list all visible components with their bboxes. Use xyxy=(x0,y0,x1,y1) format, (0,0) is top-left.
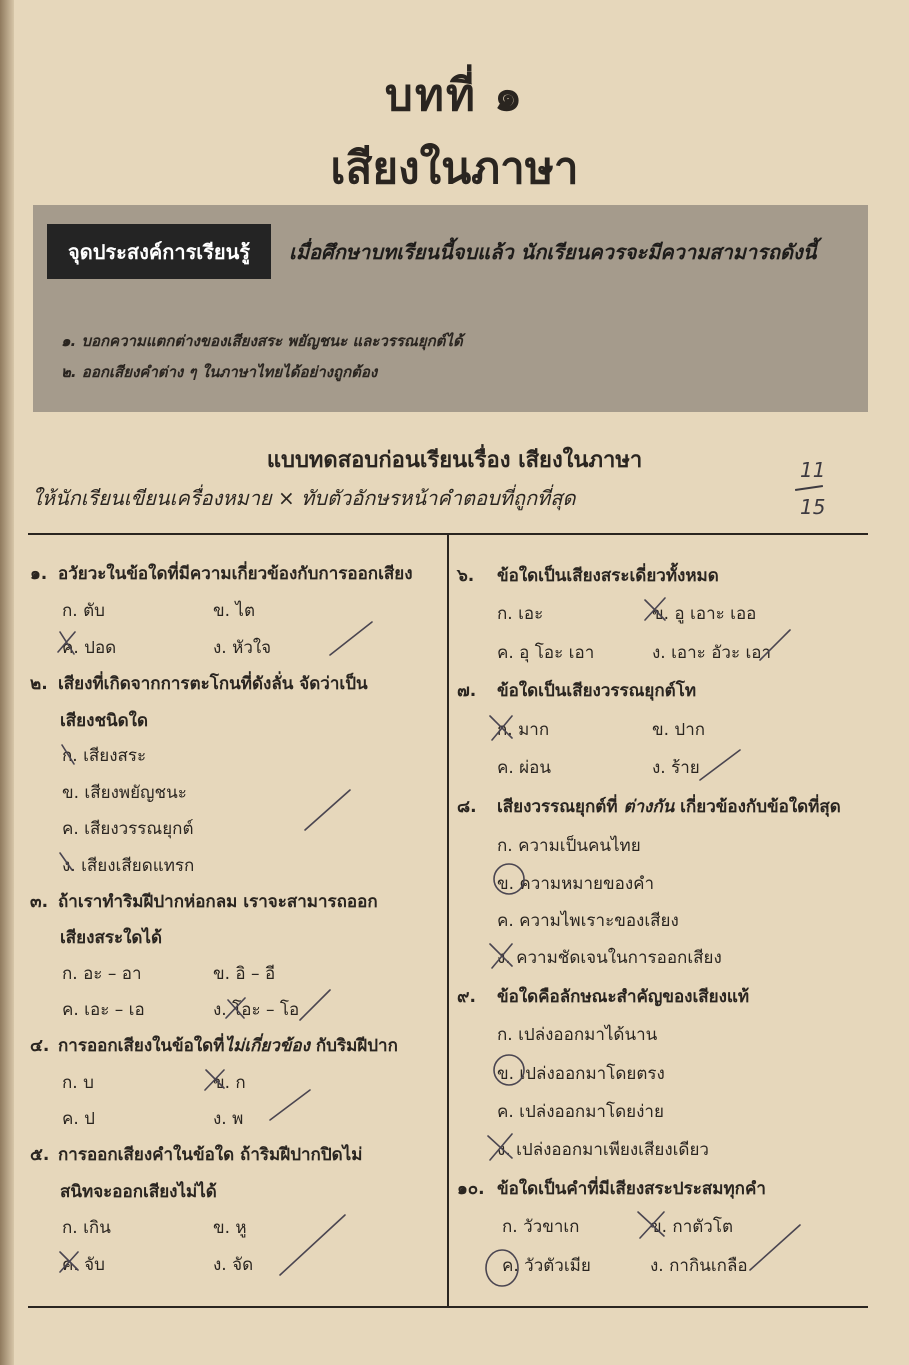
objective-item: ๒. ออกเสียงคำต่าง ๆ ในภาษาไทยได้อย่างถูกต้อง xyxy=(61,363,378,381)
option-8-b[interactable]: ข. ความหมายของคำ xyxy=(497,874,655,894)
objectives-label: จุดประสงค์การเรียนรู้ xyxy=(47,224,271,279)
option-5-a[interactable]: ก. เกิน xyxy=(62,1218,111,1238)
option-4-b[interactable]: ข. ก xyxy=(213,1073,246,1093)
question-number: ๑. xyxy=(30,564,48,584)
option-9-a[interactable]: ก. เปล่งออกมาได้นาน xyxy=(497,1025,658,1045)
option-1-a[interactable]: ก. ตับ xyxy=(62,601,105,621)
question-2 xyxy=(30,670,368,697)
option-7-a[interactable]: ก. มาก xyxy=(497,720,550,740)
chapter-subtitle: เสียงในภาษา xyxy=(330,143,579,194)
score-denominator: 15 xyxy=(800,495,826,519)
option-2-d[interactable]: ง. เสียงเสียดแทรก xyxy=(62,856,195,876)
question-text-cont: เสียงชนิดใด xyxy=(60,711,148,731)
option-3-c[interactable]: ค. เอะ – เอ xyxy=(62,1000,145,1020)
check-stroke xyxy=(300,990,330,1020)
question-number: ๒. xyxy=(30,674,48,694)
objectives-box xyxy=(33,205,868,412)
option-6-b[interactable]: ข. อู เอาะ เออ xyxy=(652,604,757,624)
option-10-d[interactable]: ง. กากินเกลือ xyxy=(650,1256,748,1276)
option-6-a[interactable]: ก. เอะ xyxy=(497,604,544,624)
option-3-d[interactable]: ง. โอะ – โอ xyxy=(213,1000,300,1020)
option-7-b[interactable]: ข. ปาก xyxy=(652,720,706,740)
check-stroke xyxy=(750,1225,800,1270)
question-text: ข้อใดเป็นคำที่มีเสียงสระประสมทุกคำ xyxy=(497,1179,766,1199)
objective-item: ๑. บอกความแตกต่างของเสียงสระ พยัญชนะ และวรรณยุกต์ได้ xyxy=(61,332,463,350)
question-number: ๓. xyxy=(30,892,49,912)
table-bottom-rule xyxy=(28,1306,868,1308)
chapter-title: บทที่ ๑ xyxy=(384,70,525,121)
question-10 xyxy=(457,1175,766,1202)
option-8-a[interactable]: ก. ความเป็นคนไทย xyxy=(497,836,641,856)
question-text: เสียงวรรณยุกต์ที่ xyxy=(497,797,624,817)
question-number: ๔. xyxy=(30,1036,50,1056)
question-text: ถ้าเราทำริมฝีปากห่อกลม เราจะสามารถออก xyxy=(58,892,378,912)
question-text-tail: กับริมฝีปาก xyxy=(309,1036,398,1056)
option-9-d[interactable]: ง. เปล่งออกมาเพียงเสียงเดียว xyxy=(497,1140,709,1160)
option-7-c[interactable]: ค. ผ่อน xyxy=(497,758,551,778)
objectives-intro: เมื่อศึกษาบทเรียนนี้จบแล้ว นักเรียนควรจะมีความสามารถดังนี้ xyxy=(289,240,817,264)
question-emphasis: ไม่เกี่ยวข้อง xyxy=(224,1036,310,1056)
question-text: ข้อใดเป็นเสียงสระเดี่ยวทั้งหมด xyxy=(497,566,719,586)
option-3-b[interactable]: ข. อิ – อี xyxy=(213,964,276,984)
question-emphasis: ต่างกัน xyxy=(623,797,675,817)
option-1-b[interactable]: ข. ไต xyxy=(213,601,256,621)
question-text: ข้อใดคือลักษณะสำคัญของเสียงแท้ xyxy=(497,987,750,1007)
option-5-c[interactable]: ค. จับ xyxy=(62,1255,105,1275)
option-6-c[interactable]: ค. อุ โอะ เอา xyxy=(497,643,595,663)
question-number: ๑๐. xyxy=(457,1179,485,1199)
option-3-a[interactable]: ก. อะ – อา xyxy=(62,964,142,984)
question-text: ข้อใดเป็นเสียงวรรณยุกต์โท xyxy=(497,681,697,701)
option-2-a[interactable]: ก. เสียงสระ xyxy=(62,746,147,766)
book-spine-shadow xyxy=(0,0,14,1365)
question-4 xyxy=(30,1032,398,1059)
question-8 xyxy=(457,793,841,820)
option-6-d[interactable]: ง. เอาะ อัวะ เอา xyxy=(652,643,772,663)
option-1-d[interactable]: ง. หัวใจ xyxy=(213,638,272,658)
option-10-b[interactable]: ข. กาตัวโต xyxy=(650,1217,734,1237)
option-8-c[interactable]: ค. ความไพเราะของเสียง xyxy=(497,911,679,931)
check-stroke xyxy=(330,622,372,655)
question-6 xyxy=(457,562,719,589)
question-5 xyxy=(30,1141,362,1168)
score-numerator: 11 xyxy=(800,458,826,482)
option-5-d[interactable]: ง. จัด xyxy=(213,1255,254,1275)
question-1 xyxy=(30,560,413,587)
check-stroke xyxy=(700,750,740,780)
option-4-a[interactable]: ก. บ xyxy=(62,1073,94,1093)
option-10-a[interactable]: ก. วัวขาเก xyxy=(502,1217,580,1237)
option-5-b[interactable]: ข. หู xyxy=(213,1218,247,1238)
option-1-c[interactable]: ค. ปอด xyxy=(62,638,117,658)
question-text: อวัยวะในข้อใดที่มีความเกี่ยวข้องกับการออกเสียง xyxy=(58,564,413,584)
check-stroke xyxy=(280,1215,345,1275)
question-number: ๖. xyxy=(457,566,475,586)
question-text: การออกเสียงในข้อใดที่ xyxy=(58,1036,225,1056)
pretest-instruction: ให้นักเรียนเขียนเครื่องหมาย × ทับตัวอักษรหน้าคำตอบที่ถูกที่สุด xyxy=(32,486,576,510)
question-number: ๕. xyxy=(30,1145,50,1165)
option-7-d[interactable]: ง. ร้าย xyxy=(652,758,700,778)
question-text-cont: เสียงสระใดได้ xyxy=(60,928,163,948)
option-2-b[interactable]: ข. เสียงพยัญชนะ xyxy=(62,783,187,803)
question-number: ๗. xyxy=(457,681,477,701)
question-number: ๙. xyxy=(457,987,476,1007)
score-fraction-line xyxy=(795,485,823,491)
question-text: การออกเสียงคำในข้อใด ถ้าริมฝีปากปิดไม่ xyxy=(58,1145,363,1165)
option-4-c[interactable]: ค. ป xyxy=(62,1109,95,1129)
question-7 xyxy=(457,677,696,704)
pretest-title: แบบทดสอบก่อนเรียนเรื่อง เสียงในภาษา xyxy=(266,448,643,473)
option-4-d[interactable]: ง. พ xyxy=(213,1109,244,1129)
option-9-c[interactable]: ค. เปล่งออกมาโดยง่าย xyxy=(497,1102,664,1122)
option-9-b[interactable]: ข. เปล่งออกมาโดยตรง xyxy=(497,1064,665,1084)
check-stroke xyxy=(270,1090,310,1120)
question-text: เสียงที่เกิดจากการตะโกนที่ดังลั่น จัดว่าเป็น xyxy=(58,674,368,694)
question-text-cont: สนิทจะออกเสียงไม่ได้ xyxy=(60,1182,217,1202)
check-stroke xyxy=(305,790,350,830)
question-text-tail: เกี่ยวข้องกับข้อใดที่สุด xyxy=(674,797,841,817)
option-2-c[interactable]: ค. เสียงวรรณยุกต์ xyxy=(62,819,194,839)
option-8-d[interactable]: ง. ความชัดเจนในการออกเสียง xyxy=(497,948,722,968)
question-3 xyxy=(30,888,378,915)
option-10-c[interactable]: ค. วัวตัวเมีย xyxy=(502,1256,591,1276)
question-9 xyxy=(457,983,749,1010)
column-divider xyxy=(447,534,449,1306)
question-number: ๘. xyxy=(457,797,477,817)
